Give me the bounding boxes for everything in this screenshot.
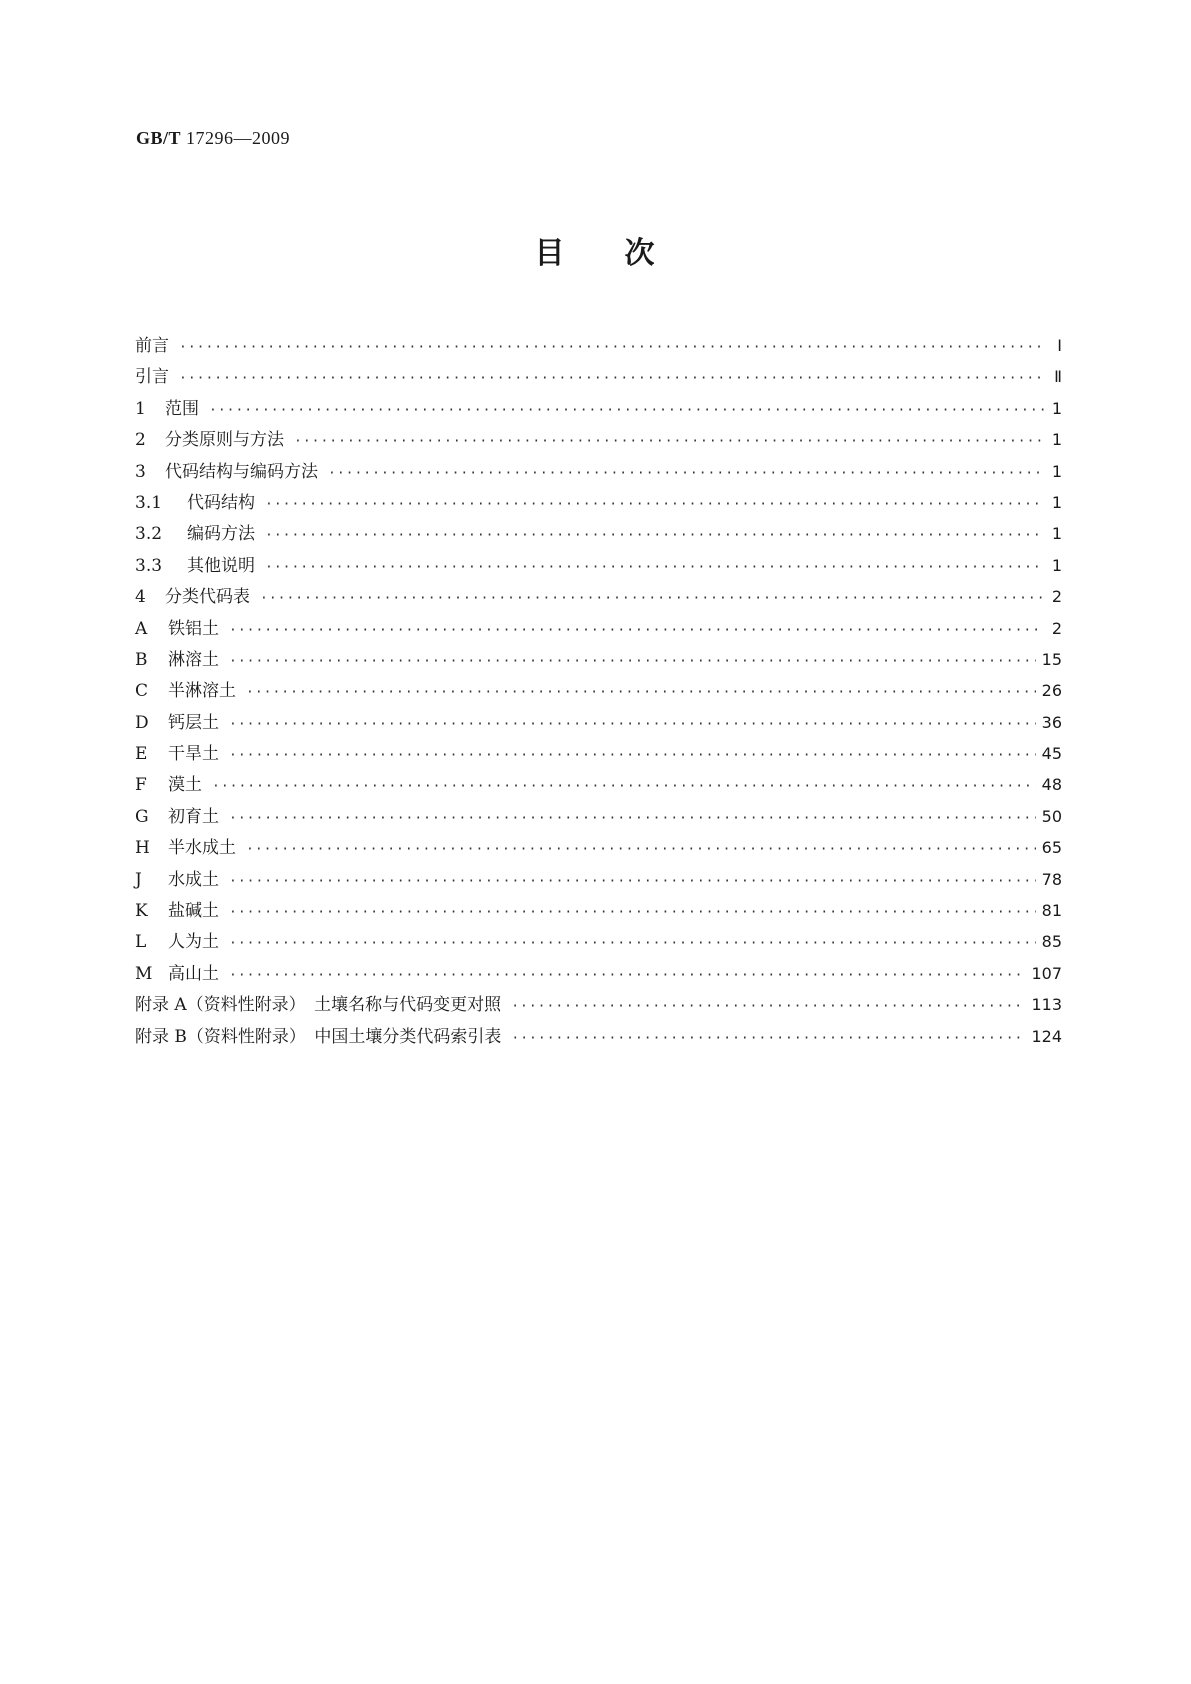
toc-item-number: F bbox=[135, 775, 147, 796]
toc-item-introduction[interactable] bbox=[135, 362, 1062, 393]
toc-item-label: 高山土 bbox=[168, 963, 219, 984]
toc-item-page: 2 bbox=[1051, 618, 1062, 638]
dot-leader bbox=[229, 936, 1036, 951]
toc-item-appendix-a[interactable] bbox=[135, 990, 1062, 1021]
standard-prefix: GB/T bbox=[136, 128, 182, 148]
toc-item-label: 盐碱土 bbox=[168, 901, 219, 922]
toc-item-coding-method[interactable] bbox=[135, 519, 1062, 550]
toc-item-label: 其他说明 bbox=[187, 555, 255, 576]
toc-item-foreword[interactable] bbox=[135, 331, 1062, 362]
dot-leader bbox=[229, 874, 1036, 889]
toc-item-number: 3.3 bbox=[135, 555, 163, 576]
toc-item-page: 113 bbox=[1031, 995, 1062, 1015]
toc-item-page: 65 bbox=[1041, 838, 1062, 858]
dot-leader bbox=[246, 842, 1036, 857]
toc-title-first: 目 bbox=[534, 236, 567, 271]
toc-item-page: Ⅰ bbox=[1057, 336, 1062, 355]
dot-leader bbox=[209, 403, 1044, 418]
toc-item-section-m[interactable] bbox=[135, 959, 1062, 990]
toc-item-number: 3.2 bbox=[135, 524, 163, 545]
toc-item-label: 半淋溶土 bbox=[168, 681, 236, 702]
toc-item-label: 铁铝土 bbox=[168, 618, 219, 639]
toc-item-number: B bbox=[135, 649, 148, 670]
toc-item-number: L bbox=[135, 932, 147, 953]
dot-leader bbox=[260, 591, 1044, 606]
dot-leader bbox=[265, 497, 1044, 512]
toc-item-label: 引言 bbox=[135, 367, 169, 388]
toc-item-label: 分类代码表 bbox=[165, 587, 250, 608]
toc-item-number: J bbox=[135, 869, 142, 890]
toc-item-page: 1 bbox=[1051, 492, 1062, 512]
toc-item-number: H bbox=[135, 838, 150, 859]
toc-item-page: 1 bbox=[1051, 430, 1062, 450]
toc-item-appendix-b[interactable] bbox=[135, 1022, 1062, 1053]
toc-item-page: 15 bbox=[1041, 649, 1062, 669]
dot-leader bbox=[294, 434, 1044, 449]
toc-item-number: K bbox=[135, 901, 148, 922]
toc-item-number: E bbox=[135, 744, 148, 765]
dot-leader bbox=[229, 811, 1036, 826]
dot-leader bbox=[265, 560, 1044, 575]
toc-item-label: 代码结构与编码方法 bbox=[165, 461, 318, 482]
toc-item-label: 淋溶土 bbox=[168, 649, 219, 670]
toc-item-page: 36 bbox=[1041, 712, 1062, 732]
dot-leader bbox=[246, 685, 1036, 700]
dot-leader bbox=[179, 340, 1044, 355]
dot-leader bbox=[229, 623, 1044, 638]
toc-list bbox=[135, 331, 1062, 1053]
toc-item-page: 107 bbox=[1031, 963, 1062, 983]
toc-item-label: 编码方法 bbox=[187, 524, 255, 545]
toc-item-label: 附录 A（资料性附录） 土壤名称与代码变更对照 bbox=[135, 995, 502, 1016]
toc-item-number: 4 bbox=[135, 587, 146, 608]
toc-item-page: 1 bbox=[1051, 524, 1062, 544]
toc-item-section-k[interactable] bbox=[135, 896, 1062, 927]
toc-item-section-a[interactable] bbox=[135, 614, 1062, 645]
toc-item-label: 代码结构 bbox=[187, 492, 255, 513]
toc-item-label: 半水成土 bbox=[168, 838, 236, 859]
toc-item-section-g[interactable] bbox=[135, 802, 1062, 833]
dot-leader bbox=[229, 717, 1036, 732]
toc-item-number: G bbox=[135, 806, 149, 827]
dot-leader bbox=[328, 466, 1044, 481]
toc-item-page: 45 bbox=[1041, 744, 1062, 764]
toc-item-number: 2 bbox=[135, 430, 146, 451]
toc-item-section-b[interactable] bbox=[135, 645, 1062, 676]
dot-leader bbox=[511, 1031, 1025, 1046]
toc-item-number: C bbox=[135, 681, 149, 702]
toc-item-scope[interactable] bbox=[135, 394, 1062, 425]
dot-leader bbox=[179, 371, 1044, 386]
toc-item-label: 水成土 bbox=[168, 869, 219, 890]
toc-item-page: 85 bbox=[1041, 932, 1062, 952]
toc-item-label: 干旱土 bbox=[168, 744, 219, 765]
toc-item-page: Ⅱ bbox=[1054, 367, 1062, 387]
toc-item-page: 50 bbox=[1041, 806, 1062, 826]
toc-item-section-l[interactable] bbox=[135, 927, 1062, 958]
toc-item-page: 124 bbox=[1031, 1026, 1062, 1046]
toc-item-code-structure-method[interactable] bbox=[135, 457, 1062, 488]
dot-leader bbox=[229, 905, 1036, 920]
toc-item-label: 分类原则与方法 bbox=[165, 430, 284, 451]
toc-item-section-j[interactable] bbox=[135, 865, 1062, 896]
toc-item-number: 3 bbox=[135, 461, 146, 482]
toc-item-number: D bbox=[135, 712, 149, 733]
toc-item-classification-code-table[interactable] bbox=[135, 582, 1062, 613]
standard-code: 17296—2009 bbox=[186, 128, 291, 148]
toc-item-label: 漠土 bbox=[168, 775, 202, 796]
toc-item-section-e[interactable] bbox=[135, 739, 1062, 770]
toc-item-label: 前言 bbox=[135, 336, 169, 356]
toc-item-label: 范围 bbox=[165, 398, 199, 419]
dot-leader bbox=[212, 779, 1036, 794]
toc-item-page: 48 bbox=[1041, 775, 1062, 795]
toc-item-number: 1 bbox=[135, 398, 146, 419]
toc-item-number: 3.1 bbox=[135, 492, 163, 513]
toc-item-page: 1 bbox=[1051, 398, 1062, 418]
toc-title bbox=[0, 228, 1191, 272]
toc-item-section-h[interactable] bbox=[135, 833, 1062, 864]
toc-item-section-d[interactable] bbox=[135, 708, 1062, 739]
toc-item-label: 初育土 bbox=[168, 806, 219, 827]
toc-title-second: 次 bbox=[624, 236, 657, 271]
toc-item-other-notes[interactable] bbox=[135, 551, 1062, 582]
standard-number bbox=[136, 128, 290, 149]
dot-leader bbox=[229, 968, 1025, 983]
toc-item-page: 78 bbox=[1041, 869, 1062, 889]
toc-item-number: A bbox=[135, 618, 148, 639]
toc-item-label: 人为土 bbox=[168, 932, 219, 953]
dot-leader bbox=[229, 654, 1036, 669]
dot-leader bbox=[511, 999, 1025, 1014]
toc-item-label: 钙层土 bbox=[168, 712, 219, 733]
toc-item-page: 26 bbox=[1041, 681, 1062, 701]
dot-leader bbox=[229, 748, 1036, 763]
toc-item-page: 2 bbox=[1051, 587, 1062, 607]
toc-item-page: 1 bbox=[1051, 461, 1062, 481]
toc-item-page: 81 bbox=[1041, 901, 1062, 921]
dot-leader bbox=[265, 528, 1044, 543]
toc-item-code-structure[interactable] bbox=[135, 488, 1062, 519]
toc-item-label: 附录 B（资料性附录） 中国土壤分类代码索引表 bbox=[135, 1026, 502, 1047]
toc-item-classification-principles[interactable] bbox=[135, 425, 1062, 456]
toc-item-number: M bbox=[135, 963, 153, 984]
toc-item-section-c[interactable] bbox=[135, 676, 1062, 707]
toc-item-section-f[interactable] bbox=[135, 770, 1062, 801]
toc-item-page: 1 bbox=[1051, 555, 1062, 575]
